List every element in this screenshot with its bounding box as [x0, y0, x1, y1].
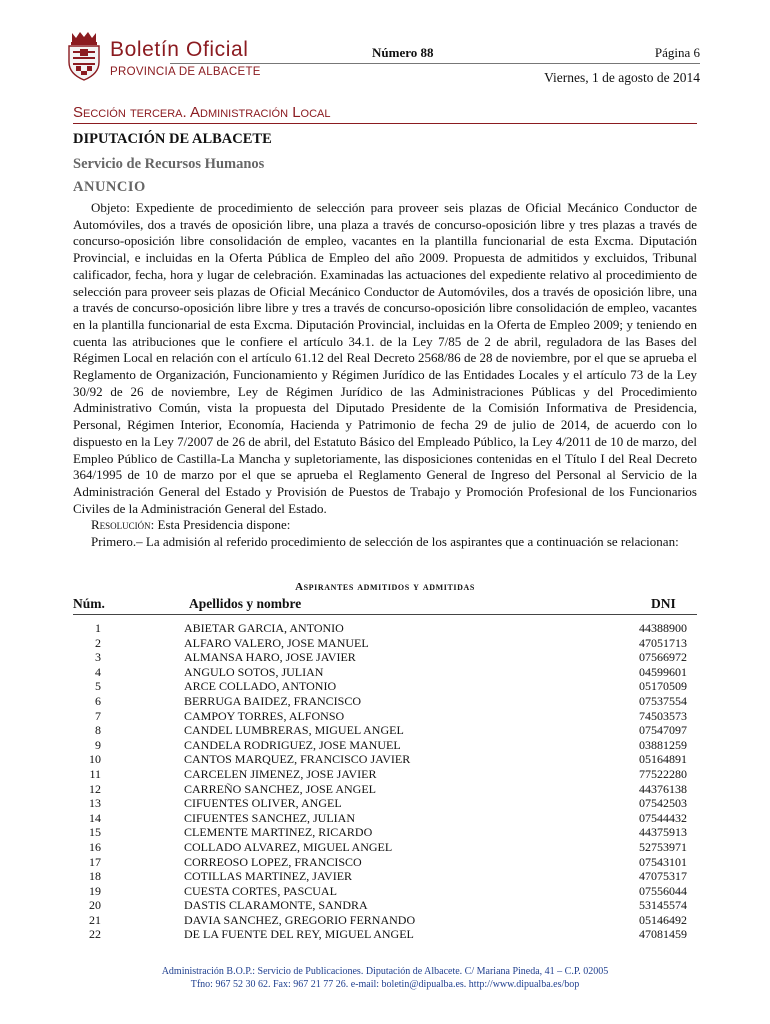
- applicant-name: ALFARO VALERO, JOSE MANUEL: [184, 635, 369, 650]
- applicant-name: DE LA FUENTE DEL REY, MIGUEL ANGEL: [184, 927, 414, 942]
- applicant-dni: 07544432: [639, 810, 687, 825]
- table-row: [73, 650, 697, 665]
- applicant-name: ABIETAR GARCIA, ANTONIO: [184, 621, 344, 635]
- applicant-dni: 05146492: [639, 912, 687, 927]
- applicant-dni: 44376138: [639, 781, 687, 796]
- applicant-dni: 47051713: [639, 635, 687, 650]
- applicant-name: CORREOSO LOPEZ, FRANCISCO: [184, 854, 362, 869]
- publication-date: Viernes, 1 de agosto de 2014: [544, 70, 700, 85]
- applicant-dni: 74503573: [639, 708, 687, 723]
- applicant-dni: 07547097: [639, 723, 687, 738]
- row-number: 7: [95, 708, 101, 723]
- bulletin-subtitle: PROVINCIA DE ALBACETE: [110, 66, 261, 78]
- applicant-dni: 07542503: [639, 796, 687, 811]
- row-number: 15: [89, 825, 101, 840]
- applicants-caption: Aspirantes admitidos y admitidas: [295, 581, 475, 593]
- table-row: [73, 884, 697, 899]
- applicant-dni: 52753971: [639, 839, 687, 854]
- footer-contact: Tfno: 967 52 30 62. Fax: 967 21 77 26. e-mail: boletin@dipualba.es. http://www.dipualba.es/bop: [190, 979, 580, 990]
- table-row: [73, 869, 697, 884]
- applicant-name: CLEMENTE MARTINEZ, RICARDO: [184, 825, 373, 840]
- organization-name: DIPUTACIÓN DE ALBACETE: [73, 131, 272, 147]
- applicant-name: CANDELA RODRIGUEZ, JOSE MANUEL: [184, 737, 401, 752]
- applicant-dni: 77522280: [639, 766, 687, 781]
- applicant-name: CANTOS MARQUEZ, FRANCISCO JAVIER: [184, 752, 411, 767]
- first-point-paragraph: Primero.– La admisión al referido procedimiento de selección de los aspirantes que a continuación se relacionan:: [91, 534, 679, 550]
- applicant-name: CARREÑO SANCHEZ, JOSE ANGEL: [184, 781, 377, 796]
- table-row: [73, 738, 697, 753]
- column-header-num: Núm.: [73, 596, 105, 611]
- applicant-dni: 47081459: [639, 927, 687, 942]
- applicant-name: CANDEL LUMBRERAS, MIGUEL ANGEL: [184, 723, 404, 738]
- row-number: 2: [95, 635, 101, 650]
- resolution-paragraph: [73, 517, 697, 534]
- resolution-text: : Esta Presidencia dispone:: [150, 517, 291, 533]
- applicant-name: CIFUENTES SANCHEZ, JULIAN: [184, 810, 355, 825]
- row-number: 4: [95, 664, 101, 679]
- applicant-name: CUESTA CORTES, PASCUAL: [184, 883, 337, 898]
- row-number: 20: [89, 898, 101, 913]
- table-header-divider: [73, 614, 697, 615]
- bulletin-title: Boletín Oficial: [110, 38, 249, 61]
- department-name: Servicio de Recursos Humanos: [73, 156, 265, 172]
- table-row: [73, 694, 697, 709]
- table-row: [73, 855, 697, 870]
- applicant-dni: 03881259: [639, 737, 687, 752]
- applicant-name: CIFUENTES OLIVER, ANGEL: [184, 796, 342, 811]
- row-number: 6: [95, 693, 101, 708]
- applicant-dni: 07543101: [639, 854, 687, 869]
- row-number: 14: [89, 810, 101, 825]
- applicant-dni: 07556044: [639, 883, 687, 898]
- row-number: 18: [89, 869, 101, 884]
- table-row: [73, 898, 697, 913]
- row-number: 11: [89, 766, 101, 781]
- bulletin-header: [60, 30, 700, 88]
- row-number: 22: [89, 927, 101, 942]
- row-number: 3: [95, 650, 101, 665]
- applicant-dni: 47075317: [639, 869, 687, 884]
- table-row: [73, 913, 697, 928]
- row-number: 21: [89, 912, 101, 927]
- section-divider: [73, 123, 697, 124]
- table-row: [73, 840, 697, 855]
- applicant-name: ALMANSA HARO, JOSE JAVIER: [184, 650, 356, 665]
- applicant-name: DAVIA SANCHEZ, GREGORIO FERNANDO: [184, 912, 416, 927]
- applicant-name: CARCELEN JIMENEZ, JOSE JAVIER: [184, 766, 377, 781]
- table-row: [73, 782, 697, 797]
- applicant-dni: 05164891: [639, 752, 687, 767]
- applicants-table: [73, 621, 697, 942]
- section-title: Sección tercera. Administración Local: [73, 104, 331, 121]
- row-number: 1: [95, 621, 101, 635]
- row-number: 17: [89, 854, 101, 869]
- table-row: [73, 811, 697, 826]
- column-header-dni: DNI: [651, 596, 676, 611]
- applicant-dni: 44388900: [639, 621, 687, 635]
- row-number: 16: [89, 839, 101, 854]
- applicant-dni: 53145574: [639, 898, 687, 913]
- table-row: [73, 665, 697, 680]
- object-paragraph: Objeto: Expediente de procedimiento de selección para proveer seis plazas de Oficial Mecánico Conductor de Automóviles, dos a través de oposición libre, una plaza a través de concurso-oposición libre y tres plazas a través de concurso-oposición libre consolidación de empleo, vacantes en la plantilla funcionarial de esta Excma. Diputación Provincial, e incluidas en la Oferta Pública de Empleo del año 2009. Propuesta de admitidos y excluidos, Tribunal calificador, fecha, hora y lugar de celebración. Examinadas las actuaciones del expediente relativo al procedimiento de selección para proveer seis plazas de Oficial Mecánico Conductor de Automóviles, dos a través de oposición libre, una a través de concurso-oposición libre libre y tres a través de concurso-oposición libre consolidación de empleo, vacantes en la plantilla funcionarial de esta Excma. Diputación Provincial, incluidas en la Oferta de Empleo 2009; y teniendo en cuenta las atribuciones que le confiere el artículo 34.1. de la Ley 7/85 de 2 de abril, reguladora de las Bases del Régimen Local en relación con el artículo 61.12 del Real Decreto 2568/86 de 28 de noviembre, por el que se aprueba el Reglamento de Organización, Funcionamiento y Régimen Jurídico de las Entidades Locales y el artículo 73 de la Ley 30/92 de 26 de noviembre, Ley de Régimen Jurídico de las Administraciones Públicas y del Procedimiento Administrativo Común, vista la propuesta del Diputado Presidente de la Comisión Informativa de Presidencia, Personal, Régimen Interior, Economía, Hacienda y Patrimonio de fecha 29 de julio de 2014, de acuerdo con lo dispuesto en la Ley 7/2007 de 26 de abril, del Estatuto Básico del Empleado Público, la Ley 4/2011 de 10 de marzo, del Empleo Público de Castilla-La Mancha y supletoriamente, las disposiciones contenidas en el Título I del Real Decreto 364/1995 de 10 de marzo por el que se aprueba el Reglamento General de Ingreso del Personal al Servicio de la Administración General del Estado y Provisión de Puestos de Trabajo y Promoción Profesional de los Funcionarios Civiles de la Administración General del Estado.: [73, 200, 697, 516]
- coat-of-arms-icon: [64, 30, 104, 82]
- table-row: [73, 679, 697, 694]
- applicant-name: ARCE COLLADO, ANTONIO: [184, 679, 337, 694]
- applicant-dni: 44375913: [639, 825, 687, 840]
- applicant-dni: 07566972: [639, 650, 687, 665]
- applicant-dni: 04599601: [639, 664, 687, 679]
- table-row: [73, 752, 697, 767]
- applicant-name: BERRUGA BAIDEZ, FRANCISCO: [184, 693, 362, 708]
- header-divider: [170, 63, 700, 64]
- table-row: [73, 636, 697, 651]
- table-row: [73, 927, 697, 942]
- row-number: 13: [89, 796, 101, 811]
- row-number: 12: [89, 781, 101, 796]
- table-row: [73, 709, 697, 724]
- row-number: 5: [95, 679, 101, 694]
- page-number: Página 6: [654, 45, 700, 60]
- applicant-dni: 07537554: [639, 693, 687, 708]
- applicant-dni: 05170509: [639, 679, 687, 694]
- table-row: [73, 767, 697, 782]
- applicant-name: COLLADO ALVAREZ, MIGUEL ANGEL: [184, 839, 393, 854]
- applicant-name: COTILLAS MARTINEZ, JAVIER: [184, 869, 353, 884]
- resolution-label: Resolución: [91, 517, 151, 533]
- footer-address: Administración B.O.P.: Servicio de Publicaciones. Diputación de Albacete. C/ Mariana Pineda, 41 – C.P. 02005: [161, 966, 609, 977]
- row-number: 8: [95, 723, 101, 738]
- issue-number: Número 88: [372, 45, 434, 60]
- applicant-name: DASTIS CLARAMONTE, SANDRA: [184, 898, 368, 913]
- row-number: 19: [89, 883, 101, 898]
- notice-body: [73, 200, 697, 551]
- column-header-name: Apellidos y nombre: [189, 596, 302, 611]
- row-number: 10: [89, 752, 101, 767]
- table-row: [73, 621, 697, 636]
- table-row: [73, 796, 697, 811]
- table-row: [73, 825, 697, 840]
- applicant-name: CAMPOY TORRES, ALFONSO: [184, 708, 345, 723]
- table-row: [73, 723, 697, 738]
- row-number: 9: [95, 737, 101, 752]
- notice-type: ANUNCIO: [73, 179, 146, 195]
- applicant-name: ANGULO SOTOS, JULIAN: [184, 664, 324, 679]
- footer: [0, 965, 770, 991]
